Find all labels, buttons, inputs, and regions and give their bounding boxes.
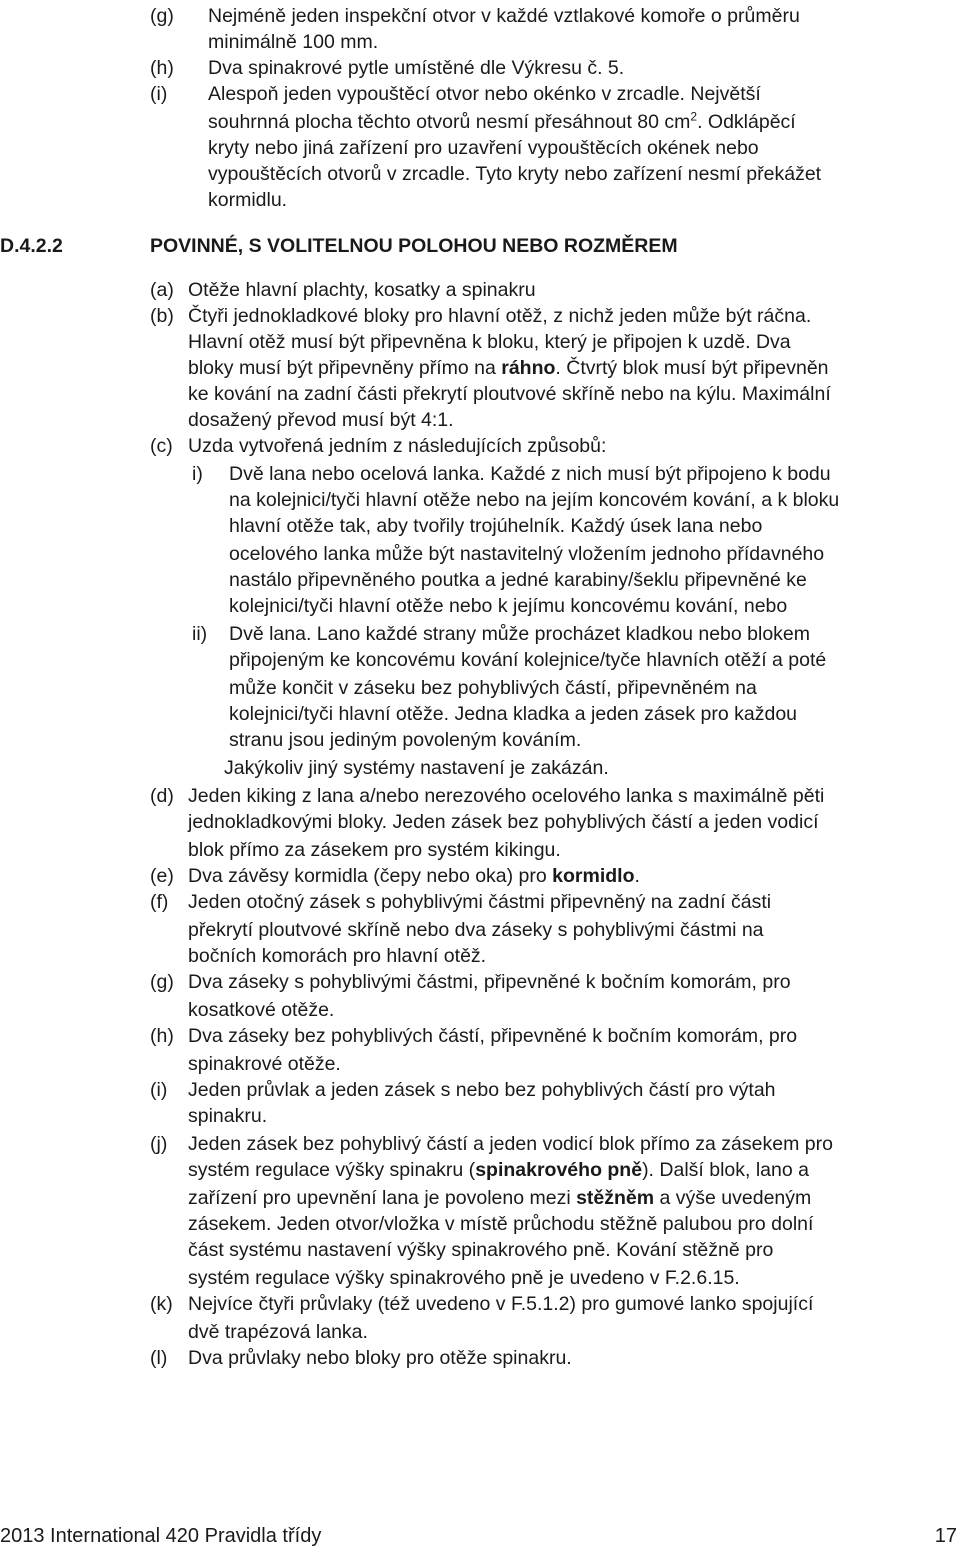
item-text: vypouštěcích otvorů v zrcadle. Tyto kryty nebo zařízení nesmí překážet: [208, 163, 822, 185]
item-text: bloky musí být připevněny přímo na ráhno. Čtvrtý blok musí být připevněn: [188, 357, 829, 379]
item-text: spinakrové otěže.: [188, 1053, 341, 1075]
item-marker: (e): [150, 865, 174, 887]
term-kormidlo: kormidlo: [552, 865, 635, 887]
item-text: Jeden otočný zásek s pohyblivými částmi připevněný na zadní části: [188, 891, 772, 913]
subitem-text: kolejnici/tyči hlavní otěže nebo k jejímu koncovému kování, nebo: [229, 595, 788, 617]
item-marker: (h): [150, 1025, 174, 1047]
item-text: Dva záseky bez pohyblivých částí, připevněné k bočním komorám, pro: [188, 1025, 798, 1047]
item-text: kormidlu.: [208, 189, 288, 211]
item-marker: (l): [150, 1347, 168, 1369]
item-text: dvě trapézová lanka.: [188, 1321, 368, 1343]
item-marker: (j): [150, 1133, 168, 1155]
item-note: Jakýkoliv jiný systémy nastavení je zakázán.: [224, 757, 609, 779]
subitem-text: na kolejnici/tyči hlavní otěže nebo na jejím koncovém kování, a k bloku: [229, 489, 840, 511]
subitem-text: může končit v záseku bez pohyblivých částí, připevněném na: [229, 677, 757, 699]
item-marker: (g): [150, 5, 174, 27]
item-text: Nejvíce čtyři průvlaky (též uvedeno v F.5.1.2) pro gumové lanko spojující: [188, 1293, 814, 1315]
item-marker: (k): [150, 1293, 173, 1315]
item-text: zařízení pro upevnění lana je povoleno mezi stěžněm a výše uvedeným: [188, 1187, 812, 1209]
item-text: blok přímo za zásekem pro systém kikingu.: [188, 839, 561, 861]
item-text: Dva průvlaky nebo bloky pro otěže spinakru.: [188, 1347, 572, 1369]
item-text: Nejméně jeden inspekční otvor v každé vztlakové komoře o průměru: [208, 5, 800, 27]
subitem-marker: ii): [192, 623, 208, 645]
item-text: Jeden zásek bez pohyblivý částí a jeden vodicí blok přímo za zásekem pro: [188, 1133, 833, 1155]
subitem-text: Dvě lana nebo ocelová lanka. Každé z nich musí být připojeno k bodu: [229, 463, 831, 485]
item-text: Otěže hlavní plachty, kosatky a spinakru: [188, 279, 536, 301]
item-marker: (d): [150, 785, 174, 807]
item-text: Uzda vytvořená jedním z následujících způsobů:: [188, 435, 607, 457]
subitem-text: Dvě lana. Lano každé strany může procházet kladkou nebo blokem: [229, 623, 811, 645]
page-number: 17: [934, 1525, 957, 1547]
term-rahno: ráhno: [501, 357, 556, 379]
item-text: systém regulace výšky spinakrového pně je uvedeno v F.2.6.15.: [188, 1267, 740, 1289]
item-text: souhrnná plocha těchto otvorů nesmí přesáhnout 80 $cm^2$. Odklápěcí: [208, 109, 796, 133]
item-text: Čtyři jednokladkové bloky pro hlavní otěž, z nichž jeden může být ráčna.: [188, 305, 812, 327]
item-text: systém regulace výšky spinakru (spinakrového pně). Další blok, lano a: [188, 1159, 809, 1181]
item-text: Dva záseky s pohyblivými částmi, připevněné k bočním komorám, pro: [188, 971, 791, 993]
item-marker: (i): [150, 83, 168, 105]
item-text: Dva spinakrové pytle umístěné dle Výkresu č. 5.: [208, 57, 625, 79]
footer-title: 2013 International 420 Pravidla třídy: [0, 1525, 322, 1547]
item-text: Hlavní otěž musí být připevněna k bloku, který je připojen k uzdě. Dva: [188, 331, 791, 353]
item-marker: (c): [150, 435, 173, 457]
item-text: ke kování na zadní části překrytí ploutvové skříně nebo na kýlu. Maximální: [188, 383, 831, 405]
item-text: zásekem. Jeden otvor/vložka v místě průchodu stěžně palubou pro dolní: [188, 1213, 814, 1235]
section-number: D.4.2.2: [0, 235, 63, 257]
item-text: dosažený převod musí být 4:1.: [188, 409, 454, 431]
item-text: překrytí ploutvové skříně nebo dva záseky s pohyblivými částmi na: [188, 919, 764, 941]
subitem-text: stranu jsou jediným povoleným kováním.: [229, 729, 582, 751]
subitem-text: nastálo připevněného poutka a jedné karabiny/šeklu připevněné ke: [229, 569, 807, 591]
item-marker: (b): [150, 305, 174, 327]
item-marker: (a): [150, 279, 174, 301]
item-text: Dva závěsy kormidla (čepy nebo oka) pro kormidlo.: [188, 865, 640, 887]
item-text: jednokladkovými bloky. Jeden zásek bez pohyblivých částí a jeden vodicí: [188, 811, 819, 833]
subitem-text: kolejnici/tyči hlavní otěže. Jedna kladka a jeden zásek pro každou: [229, 703, 798, 725]
item-marker: (g): [150, 971, 174, 993]
item-marker: (i): [150, 1079, 168, 1101]
item-text: Jeden průvlak a jeden zásek s nebo bez pohyblivých částí pro výtah: [188, 1079, 776, 1101]
item-text: část systému nastavení výšky spinakrového pně. Kování stěžně pro: [188, 1239, 774, 1261]
subitem-text: hlavní otěže tak, aby tvořily trojúhelník. Každý úsek lana nebo: [229, 515, 763, 537]
item-text: kryty nebo jiná zařízení pro uzavření vypouštěcích okének nebo: [208, 137, 759, 159]
item-text: Alespoň jeden vypouštěcí otvor nebo okénko v zrcadle. Největší: [208, 83, 761, 105]
term-stezen: stěžněm: [576, 1187, 655, 1209]
subitem-text: ocelového lanka může být nastavitelný vložením jednoho přídavného: [229, 543, 825, 565]
item-text: Jeden kiking z lana a/nebo nerezového ocelového lanka s maximálně pěti: [188, 785, 825, 807]
section-title: POVINNÉ, S VOLITELNOU POLOHOU NEBO ROZMĚREM: [150, 235, 678, 257]
subitem-marker: i): [192, 463, 203, 485]
term-spinakrovy-pen: spinakrového pně: [475, 1159, 643, 1181]
item-marker: (h): [150, 57, 174, 79]
item-marker: (f): [150, 891, 169, 913]
item-text: kosatkové otěže.: [188, 999, 335, 1021]
item-text: minimálně 100 mm.: [208, 31, 379, 53]
item-text: bočních komorách pro hlavní otěž.: [188, 945, 487, 967]
item-text: spinakru.: [188, 1105, 268, 1127]
subitem-text: připojeným ke koncovému kování kolejnice/tyče hlavních otěží a poté: [229, 649, 827, 671]
